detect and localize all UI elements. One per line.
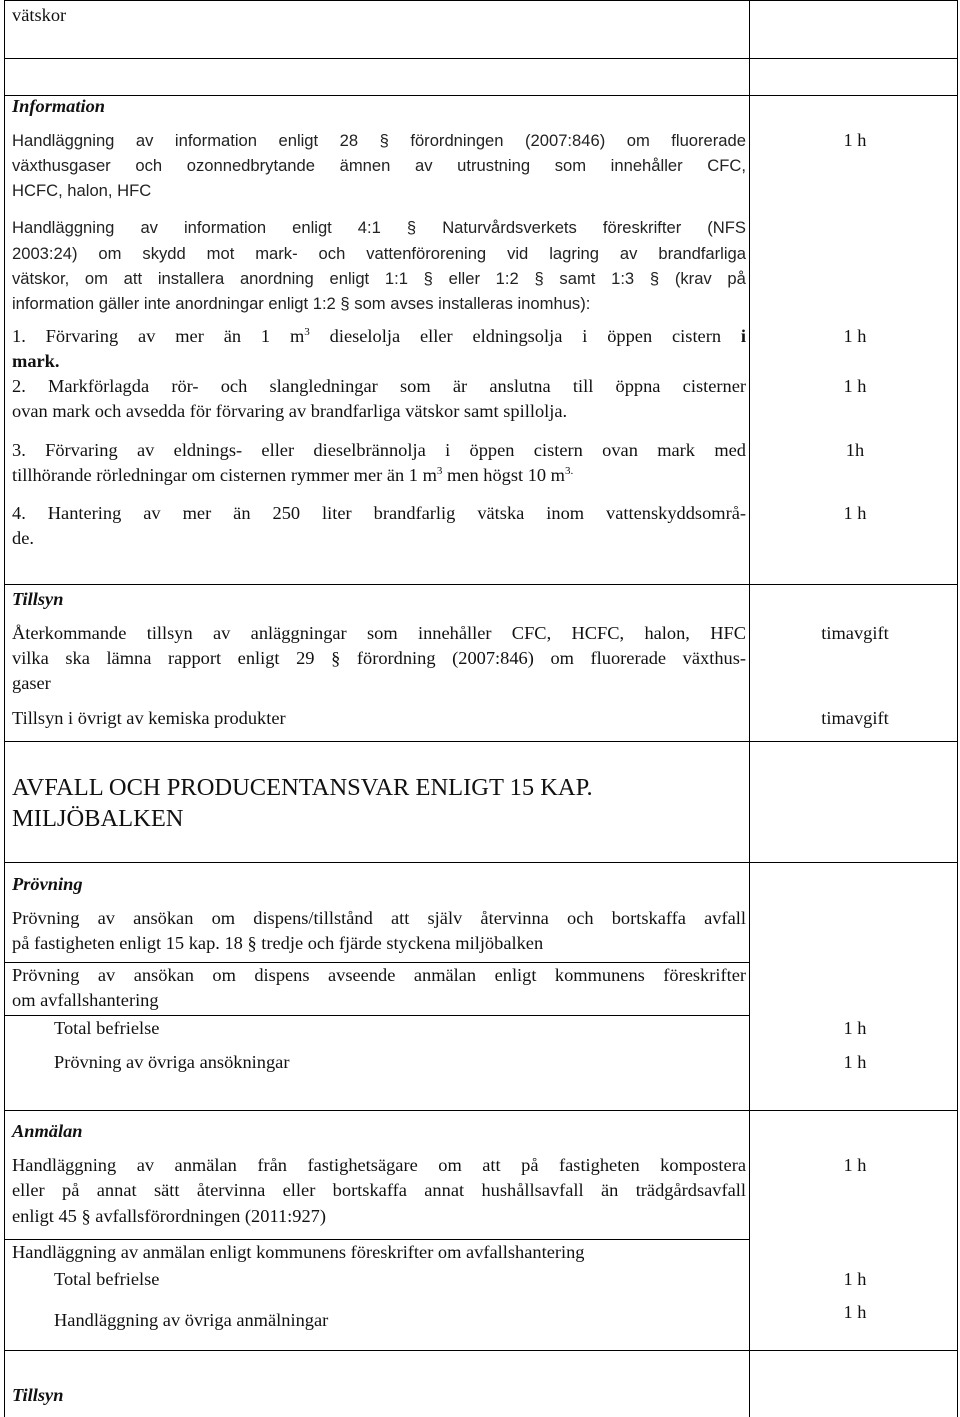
text-line: Handläggning av anmälan från fastighetsägare om att på fastigheten kompostera xyxy=(12,1155,746,1175)
fee-value: 1 h xyxy=(843,130,867,150)
table-border-left xyxy=(4,0,5,1417)
text-line: om avfallshantering xyxy=(12,990,159,1010)
text-line: gaser xyxy=(12,673,51,693)
list-item-4: 4. Hantering av mer än 250 liter brandfarlig vätska inom vattenskyddsområ- xyxy=(12,503,746,523)
fee-value: 1 h xyxy=(843,1018,867,1038)
fee-value: 1 h xyxy=(843,1269,867,1289)
chapter-heading-cont: MILJÖBALKEN xyxy=(12,805,184,832)
row-line xyxy=(4,862,958,863)
list-item-3: 3. Förvaring av eldnings- eller dieselbrännolja i öppen cistern ovan mark med xyxy=(12,440,746,460)
list-item-4-cont: de. xyxy=(12,528,34,548)
text-line: på fastigheten enligt 15 kap. 18 § tredje och fjärde styckena miljöbalken xyxy=(12,933,544,953)
text-line: Handläggning av information enligt 28 § förordningen (2007:846) om fluorerade xyxy=(12,131,746,150)
text-line: vätskor, om att installera anordning enligt 1:1 § eller 1:2 § samt 1:3 § (krav på xyxy=(12,269,746,288)
fee-value: timavgift xyxy=(821,708,889,728)
section-heading-tillsyn: Tillsyn xyxy=(12,1385,64,1405)
text-line: HCFC, halon, HFC xyxy=(12,181,152,200)
row-line xyxy=(4,1350,958,1351)
row-line xyxy=(4,0,958,1)
text-line: växthusgaser och ozonnedbrytande ämnen av utrustning som innehåller CFC, xyxy=(12,156,746,175)
text-line: Handläggning av övriga anmälningar xyxy=(54,1310,329,1330)
text-line: Handläggning av information enligt 4:1 § Naturvårdsverkets föreskrifter (NFS xyxy=(12,218,746,237)
section-heading-anmalan: Anmälan xyxy=(12,1121,83,1141)
section-heading-information: Information xyxy=(12,96,106,116)
text-line: Återkommande tillsyn av anläggningar som innehåller CFC, HCFC, halon, HFC xyxy=(12,623,746,643)
text-line: information gäller inte anordningar enligt 1:2 § som avses installeras inomhus): xyxy=(12,294,591,313)
fee-value: 1 h xyxy=(843,1052,867,1072)
row-line xyxy=(4,1110,958,1111)
fee-value: 1 h xyxy=(843,503,867,523)
fee-value: 1 h xyxy=(843,376,867,396)
section-heading-provning: Prövning xyxy=(12,874,83,894)
fee-value: 1 h xyxy=(843,1155,867,1175)
text-line: Prövning av ansökan om dispens/tillstånd att själv återvinna och bortskaffa avfall xyxy=(12,908,746,928)
column-divider xyxy=(749,0,750,1417)
text-line: enligt 45 § avfallsförordningen (2011:927) xyxy=(12,1206,326,1226)
row-line xyxy=(4,58,958,59)
fee-value: 1h xyxy=(845,440,865,460)
text-line: eller på annat sätt återvinna eller bortskaffa annat hushållsavfall än trädgårdsavfall xyxy=(12,1180,746,1200)
row-line xyxy=(4,584,958,585)
continued-text: vätskor xyxy=(12,5,67,25)
section-heading-tillsyn: Tillsyn xyxy=(12,589,64,609)
list-item-1-cont: mark. xyxy=(12,351,60,371)
list-item-2: 2. Markförlagda rör- och slangledningar som är anslutna till öppna cisterner xyxy=(12,376,746,396)
list-item-1: 1. Förvaring av mer än 1 $m^3$ dieselolja eller eldningsolja i öppen cistern i xyxy=(12,325,747,346)
text-line: Prövning av ansökan om dispens avseende anmälan enligt kommunens föreskrifter xyxy=(12,965,746,985)
text-line: Tillsyn i övrigt av kemiska produkter xyxy=(12,708,286,728)
text-line: Prövning av övriga ansökningar xyxy=(54,1052,290,1072)
fee-value: timavgift xyxy=(821,623,889,643)
text-line: Total befrielse xyxy=(54,1018,160,1038)
text-line: Total befrielse xyxy=(54,1269,160,1289)
chapter-heading: AVFALL OCH PRODUCENTANSVAR ENLIGT 15 KAP. xyxy=(12,774,593,801)
fee-value: 1 h xyxy=(843,326,867,346)
text-line: vilka ska lämna rapport enligt 29 § förordning (2007:846) om fluorerade växthus- xyxy=(12,648,746,668)
list-item-3-cont: tillhörande rörledningar om cisternen rymmer mer än 1 $m^3$ men högst 10 $m^{3.}$ xyxy=(12,464,574,485)
fee-value: 1 h xyxy=(843,1302,867,1322)
row-line xyxy=(4,741,958,742)
text-line: Handläggning av anmälan enligt kommunens föreskrifter om avfallshantering xyxy=(12,1242,585,1262)
list-item-2-cont: ovan mark och avsedda för förvaring av brandfarliga vätskor samt spillolja. xyxy=(12,401,568,421)
text-line: 2003:24) om skydd mot mark- och vattenförorening vid lagring av brandfarliga xyxy=(12,244,746,263)
